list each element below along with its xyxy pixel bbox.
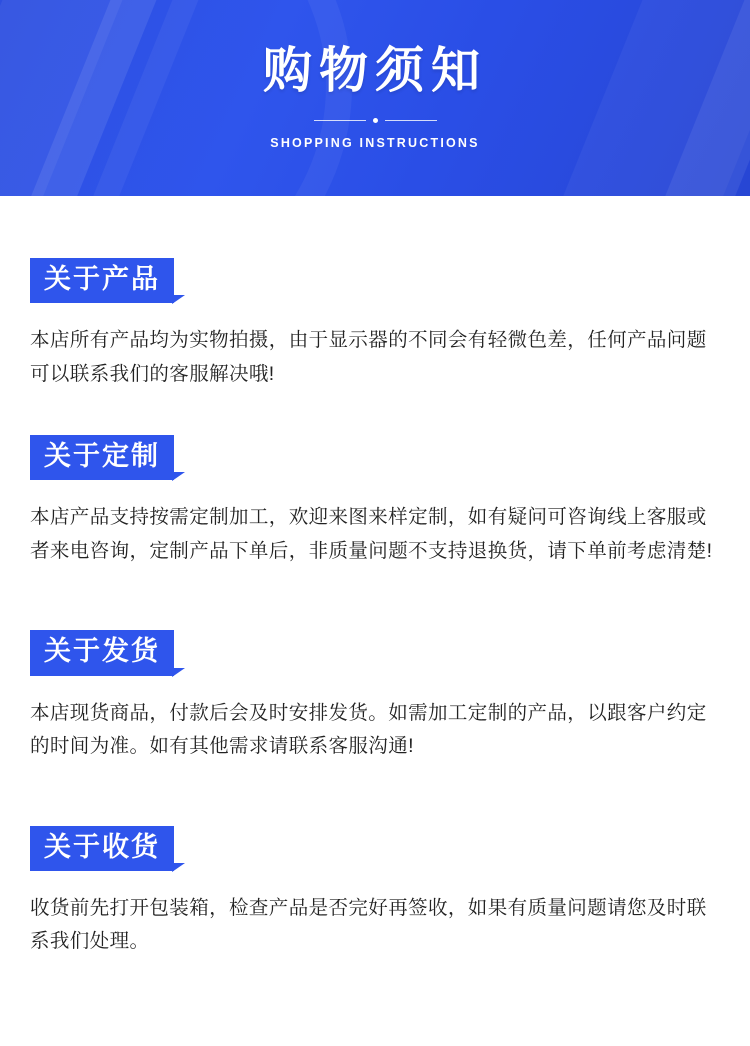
section-body-text: 本店所有产品均为实物拍摄，由于显示器的不同会有轻微色差，任何产品问题可以联系我们的客服解决哦! — [30, 329, 707, 385]
spacer — [30, 568, 720, 630]
section-tag-label: 关于收货 — [30, 826, 174, 871]
section-tag — [30, 258, 174, 303]
section-tag-label: 关于定制 — [30, 435, 174, 480]
divider-line-right — [385, 120, 437, 121]
section-tag-label: 关于发货 — [30, 630, 174, 675]
instructions-content — [0, 196, 750, 959]
page-title: 购物须知 — [262, 44, 487, 98]
section-about-customization — [30, 435, 720, 568]
section-about-product — [30, 258, 720, 391]
section-body-text: 收货前先打开包装箱，检查产品是否完好再签收，如果有质量问题请您及时联系我们处理。 — [30, 896, 707, 953]
section-body-text: 本店产品支持按需定制加工，欢迎来图来样定制，如有疑问可咨询线上客服或者来电咨询，定制产品下单后，非质量问题不支持退换货，请下单前考虑清楚! — [30, 506, 713, 562]
spacer — [30, 391, 720, 435]
title-divider — [0, 118, 750, 123]
section-tag — [30, 826, 174, 871]
spacer — [30, 764, 720, 826]
section-tag-label: 关于产品 — [30, 258, 174, 303]
divider-dot-icon — [373, 118, 378, 123]
section-about-receiving — [30, 826, 720, 959]
section-tag — [30, 435, 174, 480]
divider-line-left — [314, 120, 366, 121]
spacer — [30, 196, 720, 258]
section-tag — [30, 630, 174, 675]
page-header-banner — [0, 0, 750, 196]
section-about-shipping — [30, 630, 720, 763]
section-body-text: 本店现货商品，付款后会及时安排发货。如需加工定制的产品，以跟客户约定的时间为准。如有其他需求请联系客服沟通! — [30, 701, 707, 758]
page-subtitle: SHOPPING INSTRUCTIONS — [270, 136, 480, 150]
